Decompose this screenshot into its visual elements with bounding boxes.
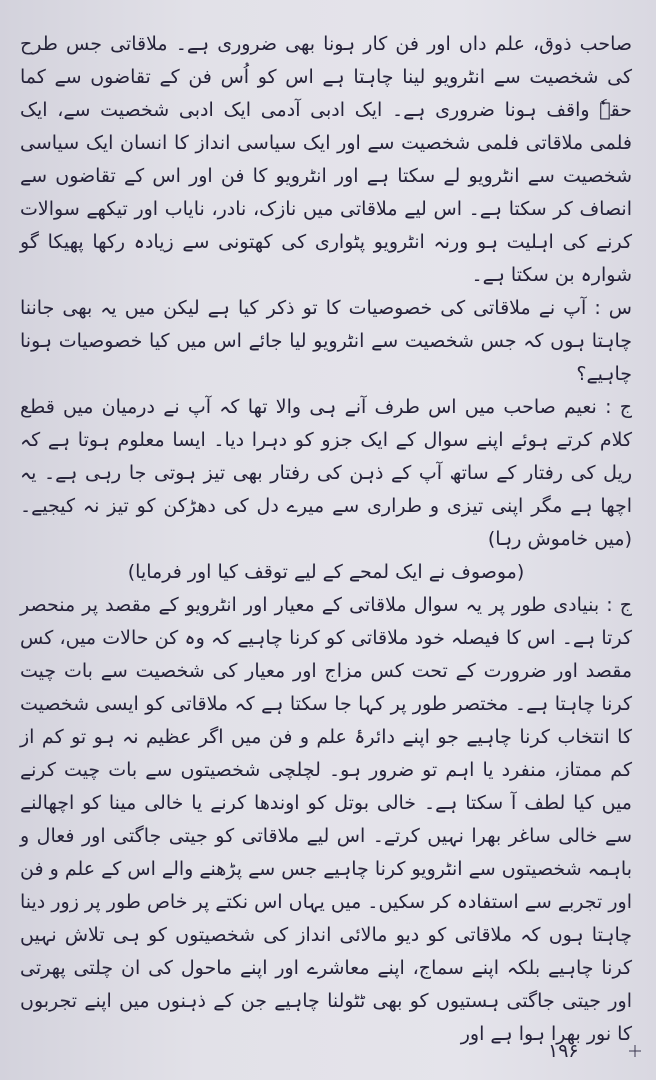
corner-mark-icon [628, 1044, 642, 1058]
paragraph-answer-interruption: ج : نعیم صاحب میں اس طرف آنے ہی والا تھا کہ آپ نے درمیان میں قطع کلام کرتے ہوئے اپنے سوال کے ایک جزو کو دہرا دیا۔ ایسا معلوم ہوتا ہے کہ ریل کی رفتار کے ساتھ آپ کے ذہن کی رفتار بھی تیز ہوتی جا رہی ہے۔ یہ اچھا ہے مگر اپنی تیزی و طراری سے میرے دل کی دھڑکن کو تیز نہ کیجیے۔ (میں خاموش رہا) [20, 396, 632, 550]
page-body-text [20, 28, 632, 1051]
page-number: ۱۹۶ [548, 1040, 579, 1062]
paragraph-question: س : آپ نے ملاقاتی کی خصوصیات کا تو ذکر کیا ہے لیکن میں یہ بھی جاننا چاہتا ہوں کہ جس شخصیت سے انٹرویو لیا جائے اس میں کیا خصوصیات ہونا چاہیے؟ [20, 297, 632, 385]
paragraph-interviewer-qualities: صاحب ذوق، علم داں اور فن کار ہونا بھی ضروری ہے۔ ملاقاتی جس طرح کی شخصیت سے انٹرویو لینا چاہتا ہے اس کو اُس فن کے تقاضوں سے کما حقہٗ واقف ہونا ضروری ہے۔ ایک ادبی آدمی ایک ادبی شخصیت سے، ایک فلمی ملاقاتی فلمی شخصیت سے اور ایک سیاسی انداز کا انسان ایک سیاسی شخصیت سے انٹرویو لے سکتا ہے اور انٹرویو کا فن اور اس کے تقاضوں سے انصاف کر سکتا ہے۔ اس لیے ملاقاتی میں نازک، نادر، نایاب اور تیکھے سوالات کرنے کی اہلیت ہو ورنہ انٹرویو پٹواری کی کھتونی سے زیادہ رکھا پھیکا گو شوارہ بن سکتا ہے۔ [20, 33, 632, 286]
paragraph-pause-note: (موصوف نے ایک لمحے کے لیے توقف کیا اور فرمایا) [127, 561, 525, 583]
paragraph-answer-personality: ج : بنیادی طور پر یہ سوال ملاقاتی کے معیار اور انٹرویو کے مقصد پر منحصر کرتا ہے۔ اس کا فیصلہ خود ملاقاتی کو کرنا چاہیے کہ وہ کن حالات میں، کس مقصد اور ضرورت کے تحت کس مزاج اور معیار کی شخصیت سے بات چیت کرنا چاہتا ہے۔ مختصر طور پر کہا جا سکتا ہے کہ ملاقاتی کو ایسی شخصیت کا انتخاب کرنا چاہیے جو اپنے دائرۂ علم و فن میں اگر عظیم نہ ہو تو کم از کم ممتاز، منفرد یا اہم تو ضرور ہو۔ لچلچی شخصیتوں سے بات چیت کرنے میں کیا لطف آ سکتا ہے۔ خالی بوتل کو اوندھا کرنے یا خالی مینا کو اچھالنے سے خالی ساغر بھرا نہیں کرتے۔ اس لیے ملاقاتی کو جیتی جاگتی اور فعال و باہمہ شخصیتوں سے انٹرویو کرنا چاہیے جس سے پڑھنے والے اس کے علم و فن اور تجربے سے استفادہ کر سکیں۔ میں یہاں اس نکتے پر خاص طور پر زور دینا چاہتا ہوں کہ ملاقاتی کو دیو مالائی انداز کی شخصیتوں کو ہی تلاش نہیں کرنا چاہیے بلکہ اپنے سماج، اپنے معاشرے اور اپنے ماحول کی ان چلتی پھرتی اور جیتی جاگتی ہستیوں کو بھی ٹٹولنا چاہیے جن کے ذہنوں میں اپنے تجربوں کا نور بھرا ہوا ہے اور [20, 594, 632, 1045]
